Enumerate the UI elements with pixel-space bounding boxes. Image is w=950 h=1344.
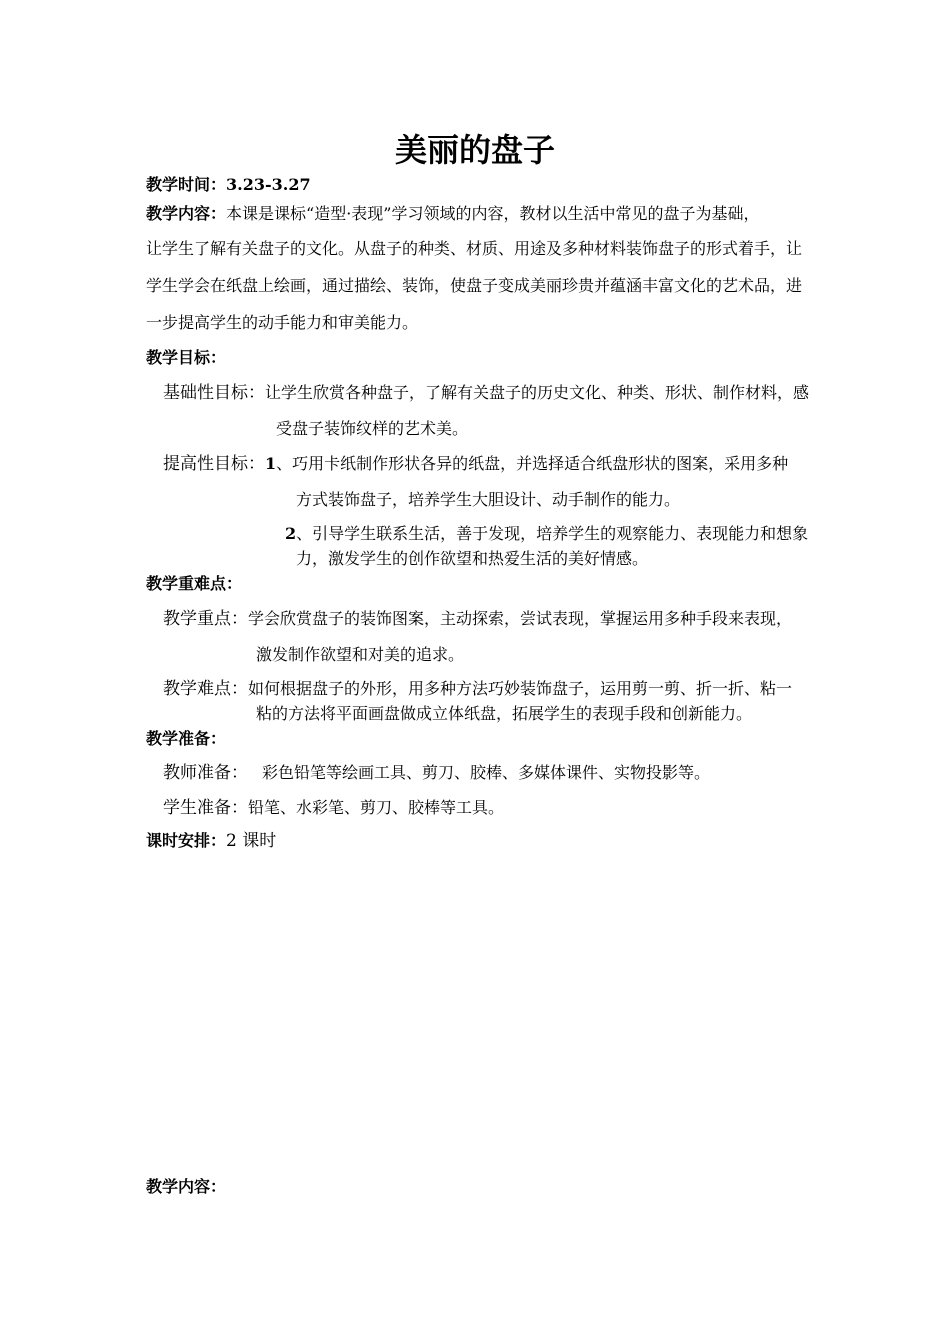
teaching-goals-label: 教学目标： [146,348,227,367]
advanced-goal-number-1: 1 [265,454,277,473]
focus-label: 教学重点： [163,609,248,629]
teacher-prep-label: 教师准备： [163,763,248,783]
advanced-goal-row-2 [285,523,808,545]
teacher-prep-row [163,762,710,784]
teaching-content-line-3: 学生学会在纸盘上绘画，通过描绘、装饰，使盘子变成美丽珍贵并蕴涵丰富文化的艺术品，进 [146,276,803,295]
teaching-time-row [146,174,311,196]
teaching-content-line-2: 让学生了解有关盘子的文化。从盘子的种类、材质、用途及多种材料装饰盘子的形式着手，让 [146,239,803,258]
schedule-value: 2 课时 [226,831,277,851]
schedule-label: 课时安排： [146,831,227,850]
difficulty-line-1: 如何根据盘子的外形，用多种方法巧妙装饰盘子，运用剪一剪、折一折、粘一 [248,679,793,698]
advanced-goal-1-line-2: 方式装饰盘子，培养学生大胆设计、动手制作的能力。 [296,490,681,509]
teaching-content-line-4: 一步提高学生的动手能力和审美能力。 [146,313,419,332]
teaching-content-row [146,203,759,225]
focus-line-1: 学会欣赏盘子的装饰图案，主动探索，尝试表现，掌握运用多种手段来表现， [248,609,793,628]
page-title: 美丽的盘子 [394,131,555,169]
basic-goal-row [163,382,809,404]
advanced-goal-row-1 [163,453,788,475]
focus-row [163,608,792,630]
advanced-goal-2-line-2: 力，激发学生的创作欲望和热爱生活的美好情感。 [296,549,649,568]
advanced-goal-1-line-1: 、巧用卡纸制作形状各异的纸盘，并选择适合纸盘形状的图案，采用多种 [276,454,789,473]
student-prep-label: 学生准备： [163,798,248,818]
student-prep-value: 铅笔、水彩笔、剪刀、胶棒等工具。 [248,798,505,817]
schedule-row [146,830,276,852]
difficulty-line-2: 粘的方法将平面画盘做成立体纸盘，拓展学生的表现手段和创新能力。 [256,704,753,723]
teaching-content-label: 教学内容： [146,204,227,223]
teaching-time-label: 教学时间： [146,175,227,194]
basic-goal-label: 基础性目标： [163,383,265,403]
teaching-time-value: 3.23-3.27 [226,175,311,194]
footer-content-label: 教学内容： [146,1177,227,1196]
focus-line-2: 激发制作欲望和对美的追求。 [256,645,465,664]
student-prep-row [163,797,504,819]
advanced-goal-label: 提高性目标： [163,454,265,474]
basic-goal-line-1: 让学生欣赏各种盘子，了解有关盘子的历史文化、种类、形状、制作材料，感 [265,383,810,402]
key-points-label: 教学重难点： [146,574,243,593]
teacher-prep-value: 彩色铅笔等绘画工具、剪刀、胶棒、多媒体课件、实物投影等。 [262,763,711,782]
preparation-label: 教学准备： [146,729,227,748]
advanced-goal-number-2: 2 [285,524,297,543]
difficulty-label: 教学难点： [163,679,248,699]
difficulty-row [163,678,792,700]
advanced-goal-2-line-1: 、引导学生联系生活，善于发现，培养学生的观察能力、表现能力和想象 [296,524,809,543]
basic-goal-line-2: 受盘子装饰纹样的艺术美。 [276,419,469,438]
teaching-content-line-1: 本课是课标“造型·表现”学习领域的内容，教材以生活中常见的盘子为基础， [226,204,760,223]
